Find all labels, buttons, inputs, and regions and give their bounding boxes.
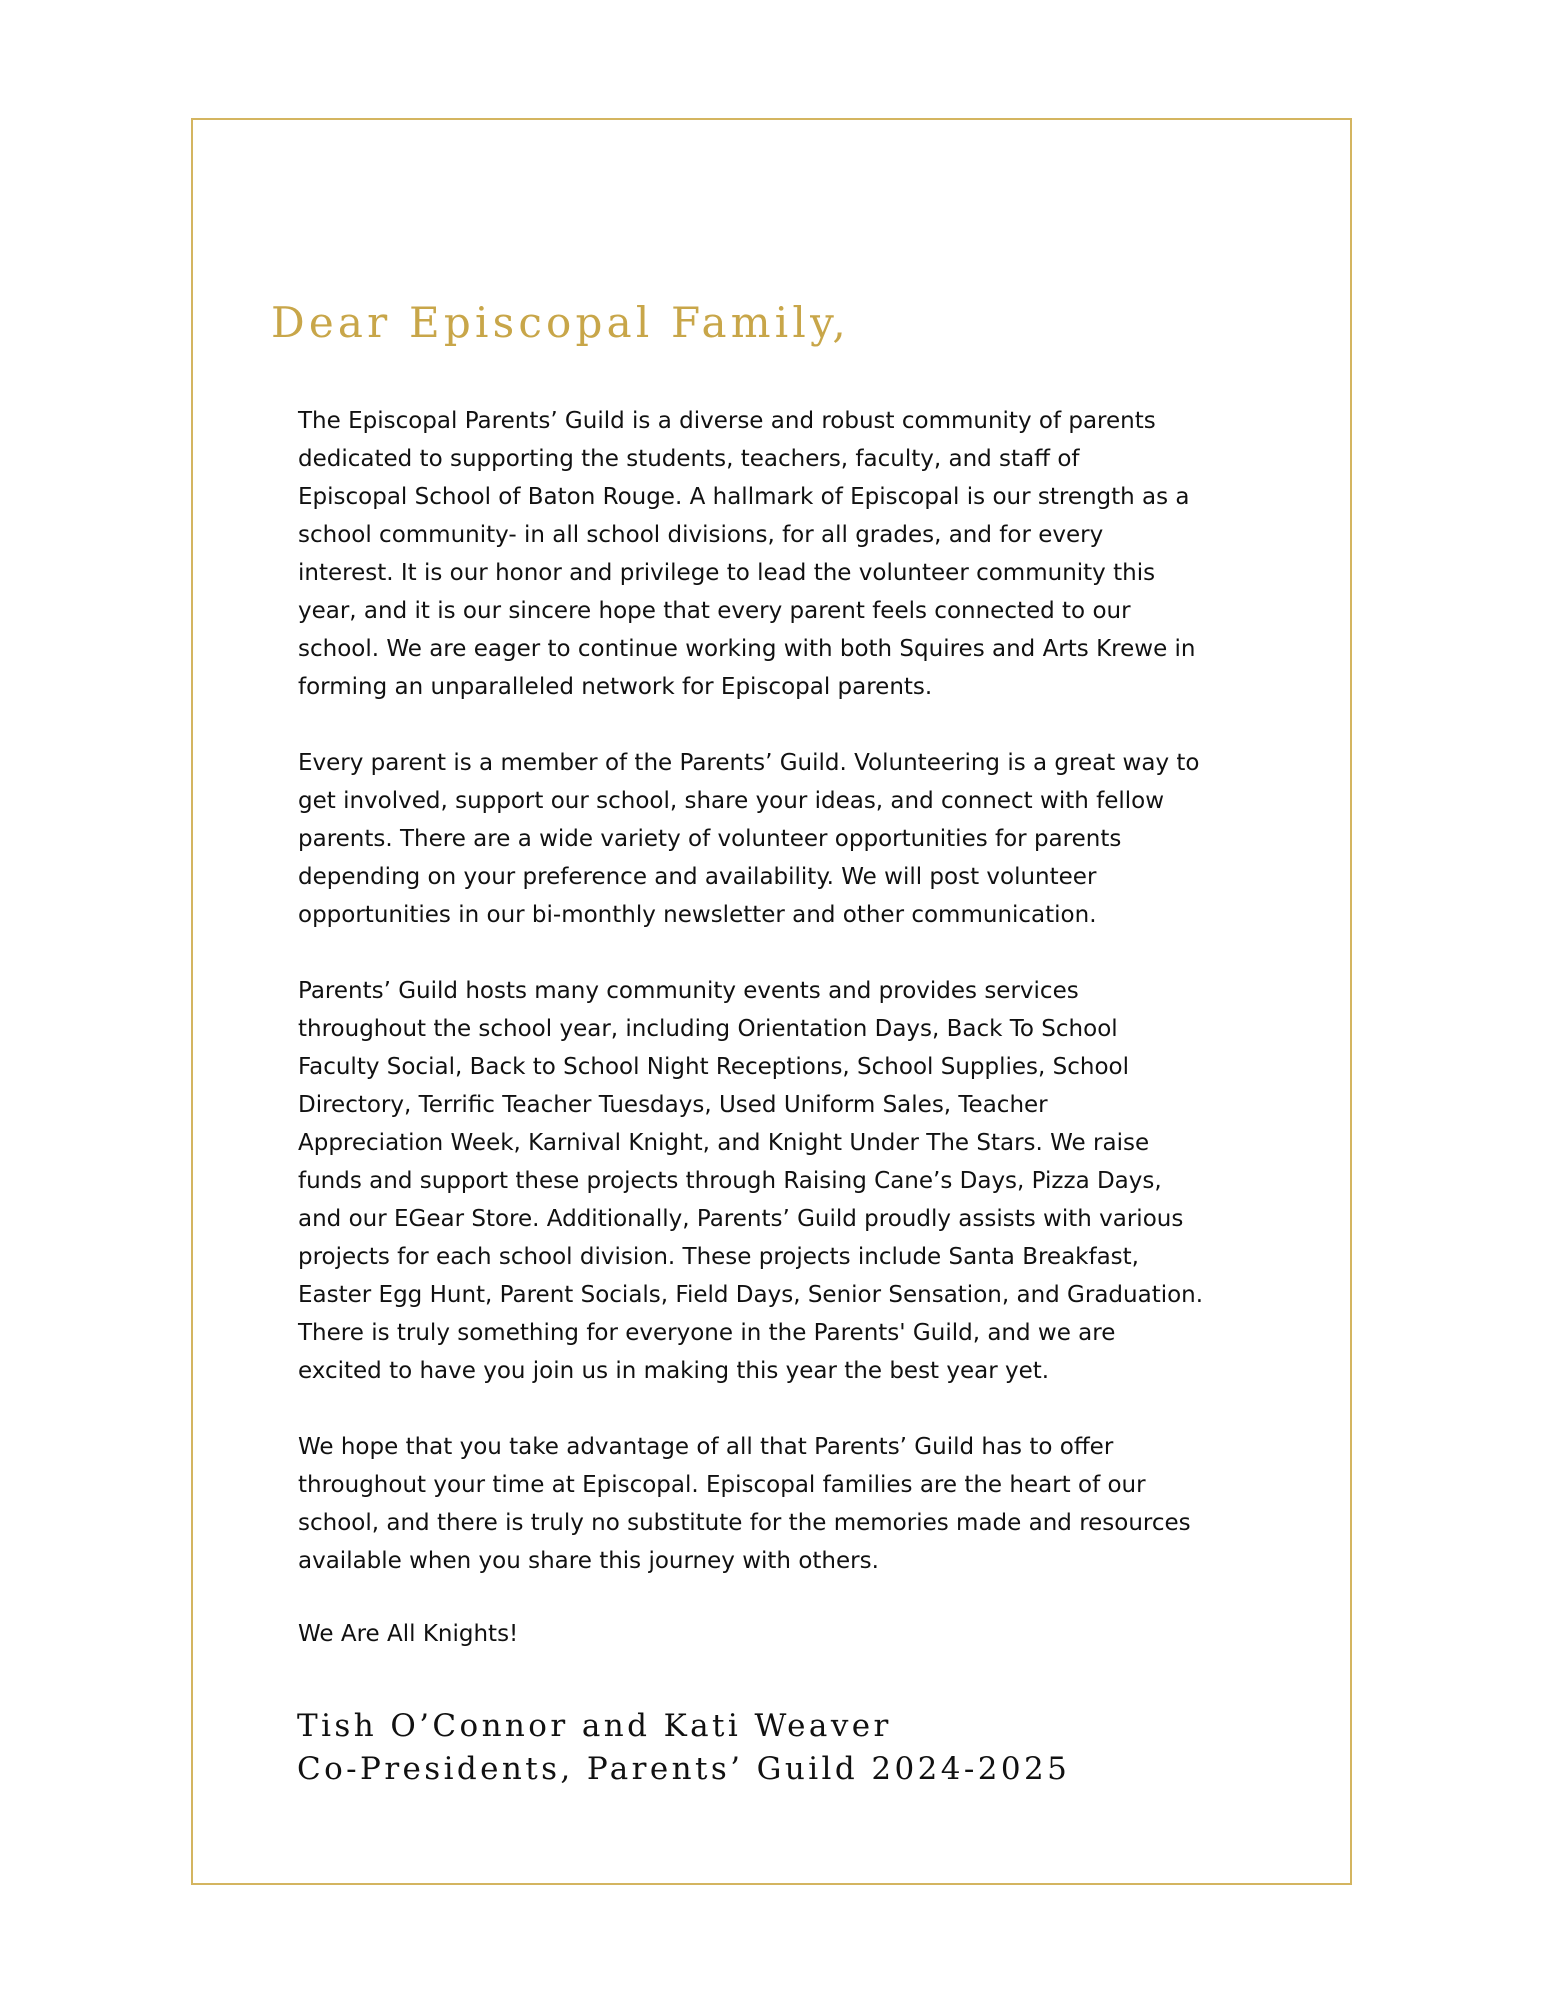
signature-block [297,1705,1070,1791]
paragraph-intro: The Episcopal Parents’ Guild is a diverse and robust community of parents dedicated to supporting the students, teachers, faculty, and staff of Episcopal School of Baton Rouge. A hallmark of Episcopal is our strength as a school community- in all school divisions, for all grades, and for every interest. It is our honor and privilege to lead the volunteer community this year, and it is our sincere hope that every parent feels connected to our school. We are eager to continue working with both Squires and Arts Krewe in forming an unparalleled network for Episcopal parents. [298,408,1196,700]
paragraph-events: Parents’ Guild hosts many community events and provides services throughout the school year, including Orientation Days, Back To School Faculty Social, Back to School Night Receptions, School Supplies, School Directory, Terrific Teacher Tuesdays, Used Uniform Sales, Teacher Appreciation Week, Karnival Knight, and Knight Under The Stars. We raise funds and support these projects through Raising Cane’s Days, Pizza Days, and our EGear Store. Additionally, Parents’ Guild proudly assists with various projects for each school division. These projects include Santa Breakfast, Easter Egg Hunt, Parent Socials, Field Days, Senior Sensation, and Graduation. There is truly something for everyone in the Parents' Guild, and we are excited to have you join us in making this year the best year yet. [298,978,1204,1384]
signature-title: Co-Presidents, Parents’ Guild 2024-2025 [297,1751,1071,1787]
paragraph-volunteering: Every parent is a member of the Parents’ Guild. Volunteering is a great way to get involved, support our school, share your ideas, and connect with fellow parents. There are a wide variety of volunteer opportunities for parents depending on your preference and availability. We will post volunteer opportunities in our bi-monthly newsletter and other communication. [298,750,1200,928]
signature-names: Tish O’Connor and Kati Weaver [297,1708,892,1744]
letter-greeting: Dear Episcopal Family, [271,298,850,347]
paragraph-closing-remarks: We hope that you take advantage of all that Parents’ Guild has to offer throughout your time at Episcopal. Episcopal families are the heart of our school, and there is truly no substitute for the memories made and resources available when you share this journey with others. [298,1434,1191,1574]
letter-body [298,402,1258,1618]
letter-closing: We Are All Knights! [298,1621,519,1647]
